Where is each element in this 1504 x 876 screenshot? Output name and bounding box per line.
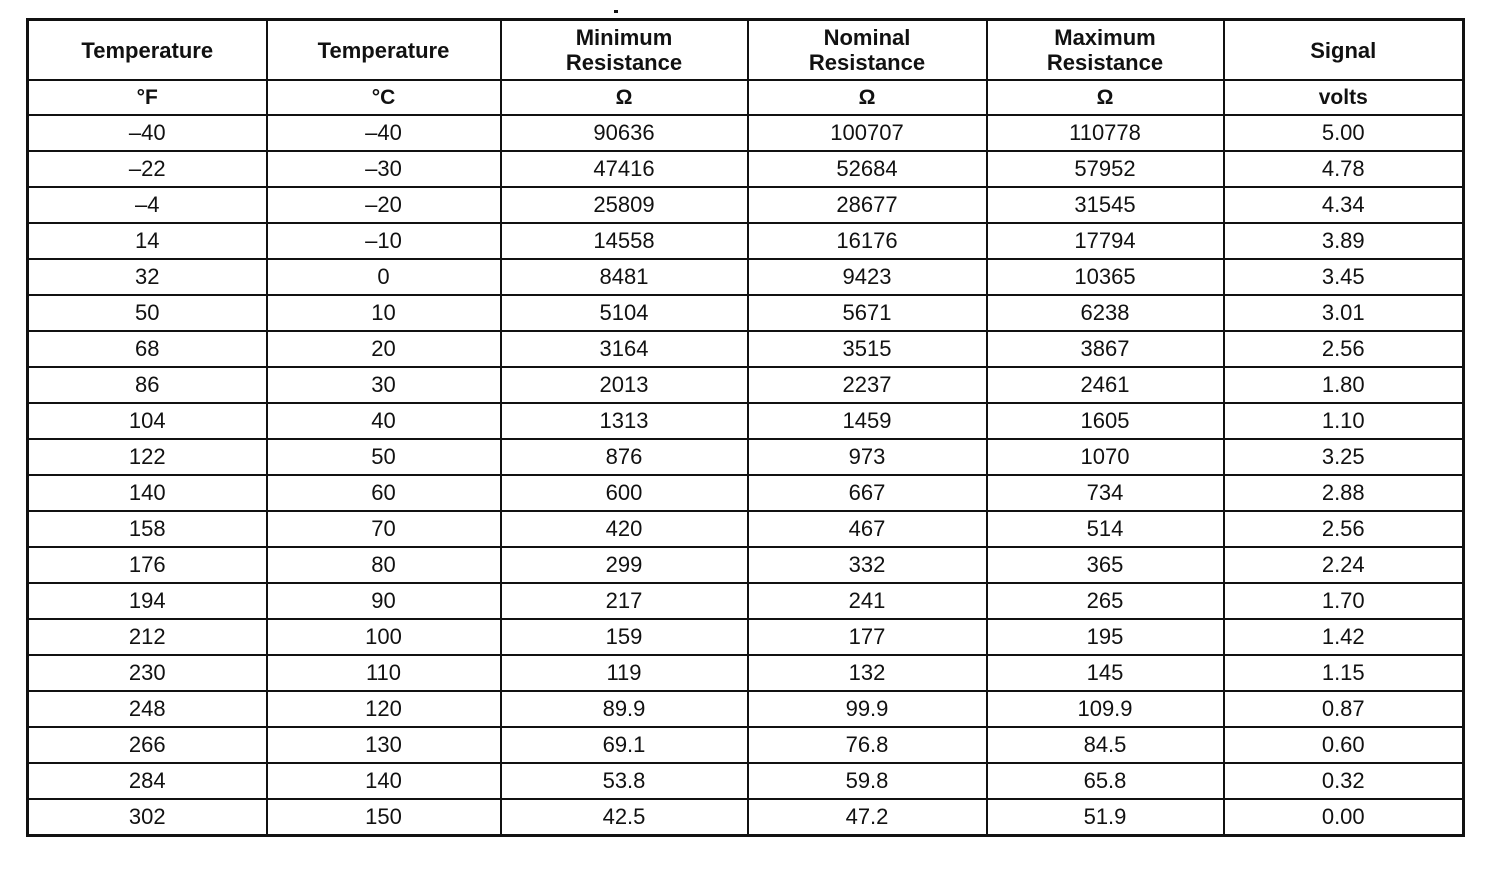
cell-nominal-resistance: 76.8	[748, 727, 987, 763]
unit-fahrenheit: °F	[28, 80, 267, 115]
cell-temp-c: 80	[267, 547, 501, 583]
cell-temp-f: 266	[28, 727, 267, 763]
table-row	[28, 727, 1464, 763]
cell-max-resistance: 110778	[987, 115, 1224, 151]
cell-temp-f: –40	[28, 115, 267, 151]
cell-nominal-resistance: 132	[748, 655, 987, 691]
table-row	[28, 151, 1464, 187]
unit-ohm-nominal: Ω	[748, 80, 987, 115]
cell-nominal-resistance: 28677	[748, 187, 987, 223]
cell-nominal-resistance: 1459	[748, 403, 987, 439]
cell-max-resistance: 1605	[987, 403, 1224, 439]
header-line-2: Resistance	[565, 50, 683, 75]
cell-temp-c: 10	[267, 295, 501, 331]
table-body	[28, 115, 1464, 836]
cell-max-resistance: 3867	[987, 331, 1224, 367]
cell-nominal-resistance: 667	[748, 475, 987, 511]
cell-signal: 2.24	[1224, 547, 1464, 583]
cell-temp-f: 176	[28, 547, 267, 583]
unit-volts: volts	[1224, 80, 1464, 115]
table-row	[28, 619, 1464, 655]
cell-max-resistance: 514	[987, 511, 1224, 547]
cell-signal: 3.45	[1224, 259, 1464, 295]
cell-signal: 1.70	[1224, 583, 1464, 619]
cell-temp-c: –40	[267, 115, 501, 151]
cell-nominal-resistance: 47.2	[748, 799, 987, 836]
cell-signal: 1.42	[1224, 619, 1464, 655]
cell-max-resistance: 734	[987, 475, 1224, 511]
cell-temp-c: 100	[267, 619, 501, 655]
cell-nominal-resistance: 99.9	[748, 691, 987, 727]
cell-max-resistance: 145	[987, 655, 1224, 691]
cell-min-resistance: 1313	[501, 403, 748, 439]
cell-signal: 3.89	[1224, 223, 1464, 259]
cell-min-resistance: 47416	[501, 151, 748, 187]
table-row	[28, 691, 1464, 727]
cell-signal: 0.60	[1224, 727, 1464, 763]
table-row	[28, 475, 1464, 511]
cell-nominal-resistance: 177	[748, 619, 987, 655]
cell-max-resistance: 195	[987, 619, 1224, 655]
cell-signal: 5.00	[1224, 115, 1464, 151]
cell-signal: 4.34	[1224, 187, 1464, 223]
cell-temp-c: –20	[267, 187, 501, 223]
unit-ohm-max: Ω	[987, 80, 1224, 115]
header-temperature-f	[28, 20, 267, 81]
cell-signal: 0.32	[1224, 763, 1464, 799]
cell-temp-f: –22	[28, 151, 267, 187]
cell-nominal-resistance: 241	[748, 583, 987, 619]
cell-nominal-resistance: 100707	[748, 115, 987, 151]
cell-min-resistance: 42.5	[501, 799, 748, 836]
cell-max-resistance: 1070	[987, 439, 1224, 475]
scan-speck	[614, 10, 618, 13]
table-row	[28, 547, 1464, 583]
cell-nominal-resistance: 467	[748, 511, 987, 547]
cell-max-resistance: 17794	[987, 223, 1224, 259]
cell-min-resistance: 876	[501, 439, 748, 475]
cell-temp-c: 0	[267, 259, 501, 295]
cell-max-resistance: 51.9	[987, 799, 1224, 836]
header-line-1: Nominal	[823, 25, 911, 50]
cell-signal: 2.88	[1224, 475, 1464, 511]
cell-min-resistance: 89.9	[501, 691, 748, 727]
cell-temp-f: 32	[28, 259, 267, 295]
cell-signal: 1.80	[1224, 367, 1464, 403]
header-line-2: Temperature	[317, 37, 450, 63]
cell-temp-f: 86	[28, 367, 267, 403]
cell-nominal-resistance: 52684	[748, 151, 987, 187]
cell-min-resistance: 217	[501, 583, 748, 619]
header-line-2: Temperature	[81, 37, 214, 63]
cell-nominal-resistance: 5671	[748, 295, 987, 331]
cell-temp-c: 20	[267, 331, 501, 367]
cell-temp-c: 110	[267, 655, 501, 691]
cell-nominal-resistance: 332	[748, 547, 987, 583]
unit-row	[28, 80, 1464, 115]
unit-ohm-min: Ω	[501, 80, 748, 115]
cell-min-resistance: 159	[501, 619, 748, 655]
sensor-resistance-table	[26, 18, 1465, 837]
cell-temp-f: 122	[28, 439, 267, 475]
cell-temp-f: 194	[28, 583, 267, 619]
table-row	[28, 295, 1464, 331]
cell-temp-f: 50	[28, 295, 267, 331]
cell-temp-f: 104	[28, 403, 267, 439]
cell-nominal-resistance: 2237	[748, 367, 987, 403]
cell-min-resistance: 53.8	[501, 763, 748, 799]
cell-temp-c: –10	[267, 223, 501, 259]
cell-temp-f: 140	[28, 475, 267, 511]
table-row	[28, 655, 1464, 691]
table-row	[28, 223, 1464, 259]
table-row	[28, 115, 1464, 151]
cell-min-resistance: 69.1	[501, 727, 748, 763]
cell-temp-c: 70	[267, 511, 501, 547]
table-row	[28, 331, 1464, 367]
table-row	[28, 187, 1464, 223]
cell-max-resistance: 84.5	[987, 727, 1224, 763]
cell-temp-c: 40	[267, 403, 501, 439]
cell-min-resistance: 119	[501, 655, 748, 691]
cell-max-resistance: 6238	[987, 295, 1224, 331]
cell-min-resistance: 90636	[501, 115, 748, 151]
cell-min-resistance: 299	[501, 547, 748, 583]
cell-min-resistance: 420	[501, 511, 748, 547]
cell-temp-c: 30	[267, 367, 501, 403]
cell-min-resistance: 8481	[501, 259, 748, 295]
cell-temp-f: 248	[28, 691, 267, 727]
cell-signal: 1.15	[1224, 655, 1464, 691]
cell-signal: 2.56	[1224, 511, 1464, 547]
cell-max-resistance: 57952	[987, 151, 1224, 187]
table-row	[28, 259, 1464, 295]
header-line-2: Resistance	[808, 50, 926, 75]
cell-max-resistance: 31545	[987, 187, 1224, 223]
cell-temp-f: 212	[28, 619, 267, 655]
header-maximum-resistance	[987, 20, 1224, 81]
table-row	[28, 583, 1464, 619]
table-row	[28, 763, 1464, 799]
table-row	[28, 367, 1464, 403]
cell-nominal-resistance: 3515	[748, 331, 987, 367]
cell-max-resistance: 109.9	[987, 691, 1224, 727]
table-row	[28, 439, 1464, 475]
header-row	[28, 20, 1464, 81]
cell-signal: 1.10	[1224, 403, 1464, 439]
cell-nominal-resistance: 16176	[748, 223, 987, 259]
cell-signal: 2.56	[1224, 331, 1464, 367]
unit-celsius: °C	[267, 80, 501, 115]
cell-temp-c: 60	[267, 475, 501, 511]
cell-nominal-resistance: 973	[748, 439, 987, 475]
table-header	[28, 20, 1464, 116]
cell-temp-f: –4	[28, 187, 267, 223]
cell-signal: 0.87	[1224, 691, 1464, 727]
cell-temp-c: 120	[267, 691, 501, 727]
header-minimum-resistance	[501, 20, 748, 81]
cell-signal: 4.78	[1224, 151, 1464, 187]
cell-temp-f: 284	[28, 763, 267, 799]
cell-min-resistance: 2013	[501, 367, 748, 403]
cell-temp-c: 150	[267, 799, 501, 836]
cell-temp-f: 14	[28, 223, 267, 259]
cell-nominal-resistance: 59.8	[748, 763, 987, 799]
cell-temp-f: 68	[28, 331, 267, 367]
cell-min-resistance: 600	[501, 475, 748, 511]
cell-temp-c: 140	[267, 763, 501, 799]
cell-min-resistance: 14558	[501, 223, 748, 259]
cell-temp-c: 50	[267, 439, 501, 475]
cell-temp-c: 130	[267, 727, 501, 763]
cell-max-resistance: 2461	[987, 367, 1224, 403]
cell-min-resistance: 5104	[501, 295, 748, 331]
cell-temp-c: –30	[267, 151, 501, 187]
header-line-2: Signal	[1310, 37, 1377, 63]
cell-temp-f: 230	[28, 655, 267, 691]
cell-signal: 3.01	[1224, 295, 1464, 331]
cell-temp-c: 90	[267, 583, 501, 619]
header-line-2: Resistance	[1046, 50, 1164, 75]
table-row	[28, 403, 1464, 439]
header-line-1: Maximum	[1054, 25, 1156, 50]
cell-max-resistance: 65.8	[987, 763, 1224, 799]
cell-signal: 3.25	[1224, 439, 1464, 475]
cell-min-resistance: 3164	[501, 331, 748, 367]
cell-max-resistance: 365	[987, 547, 1224, 583]
table-row	[28, 511, 1464, 547]
cell-nominal-resistance: 9423	[748, 259, 987, 295]
cell-signal: 0.00	[1224, 799, 1464, 836]
cell-max-resistance: 10365	[987, 259, 1224, 295]
header-nominal-resistance	[748, 20, 987, 81]
cell-temp-f: 302	[28, 799, 267, 836]
cell-max-resistance: 265	[987, 583, 1224, 619]
table-row	[28, 799, 1464, 836]
cell-temp-f: 158	[28, 511, 267, 547]
header-temperature-c	[267, 20, 501, 81]
header-signal	[1224, 20, 1464, 81]
cell-min-resistance: 25809	[501, 187, 748, 223]
header-line-1: Minimum	[575, 25, 673, 50]
